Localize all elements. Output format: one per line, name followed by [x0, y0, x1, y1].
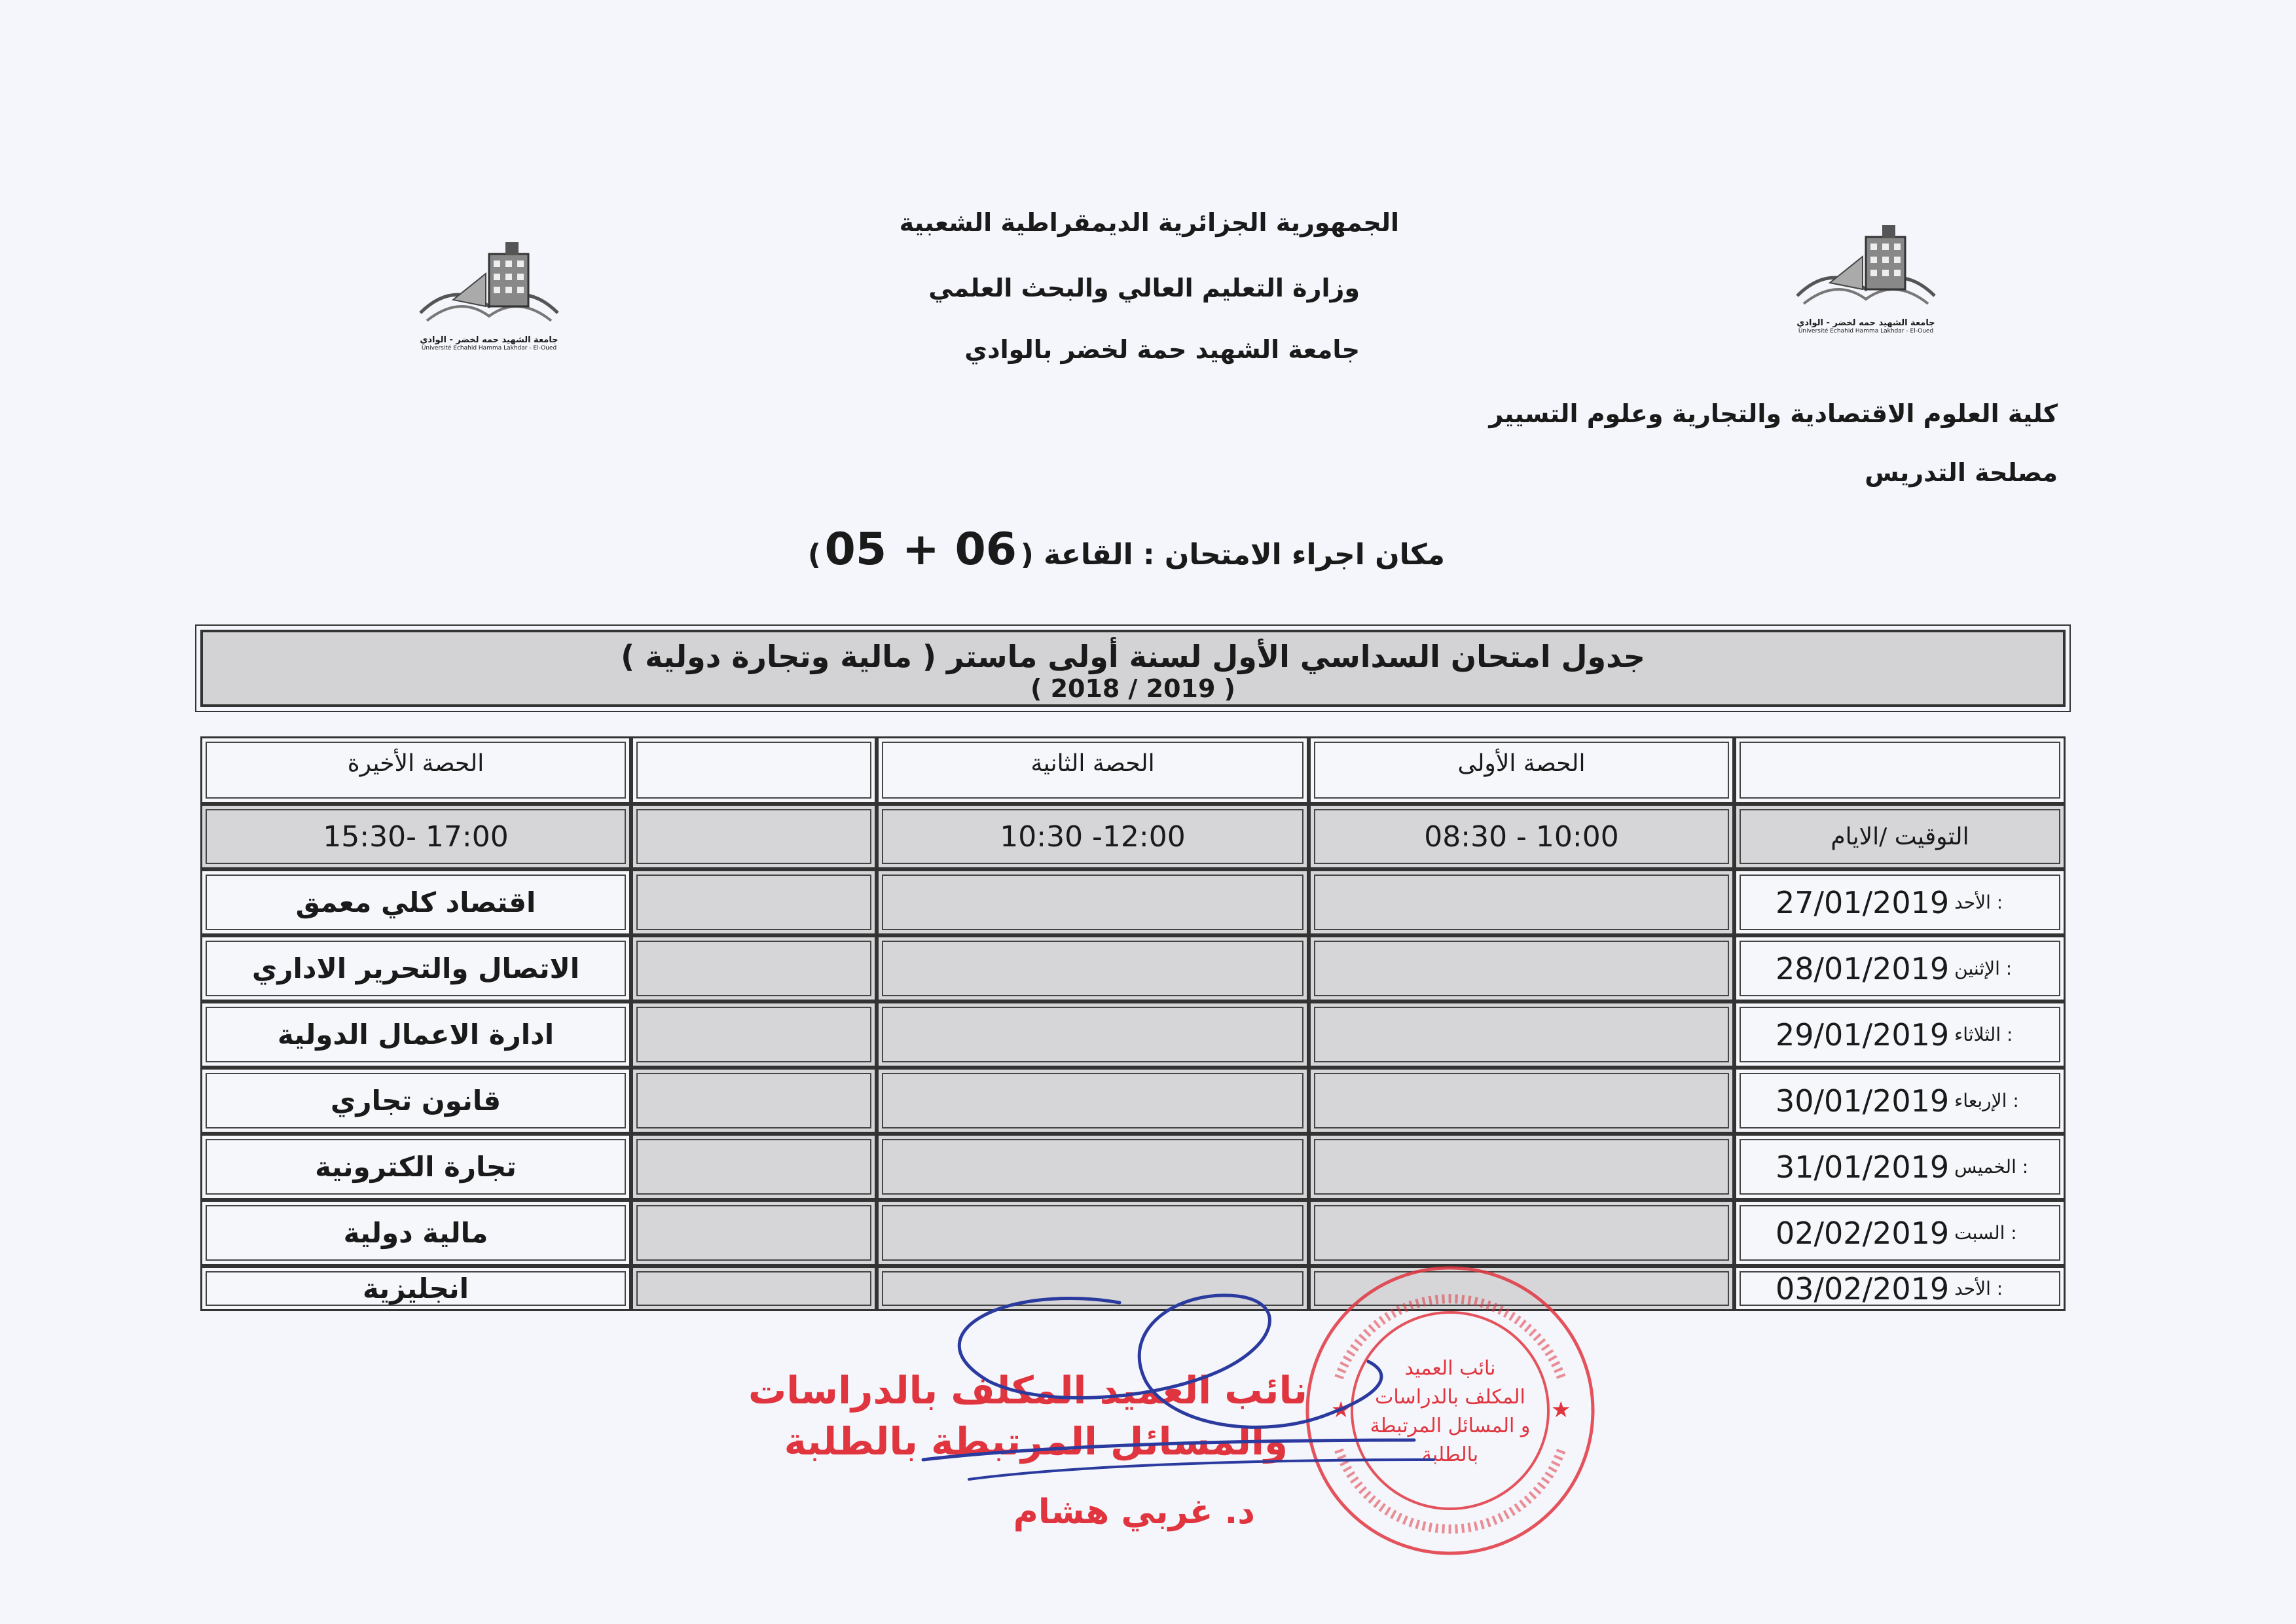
- subject-cell: قانون تجاري: [200, 1068, 631, 1134]
- university-logo-left: [414, 234, 564, 352]
- header-university: جامعة الشهيد حمة لخضر بالوادي: [964, 335, 1360, 364]
- exam-date: 31/01/2019: [1776, 1149, 1950, 1185]
- exam-date: 28/01/2019: [1776, 950, 1950, 986]
- header-cell-empty: [631, 736, 877, 804]
- time-cell-session-last: 15:30- 17:00: [200, 804, 631, 869]
- logo-caption-fr: Université Echahid Hamma Lakhdar - El-Oued: [1798, 328, 1934, 334]
- subject-cell: مالية دولية: [200, 1200, 631, 1266]
- exam-date: 30/01/2019: [1776, 1083, 1950, 1119]
- session-3-cell: [631, 1200, 877, 1266]
- day-cell: [1734, 1200, 2066, 1266]
- subject-cell: تجارة الكترونية: [200, 1134, 631, 1200]
- time-cell-empty: [631, 804, 877, 869]
- session-3-cell: [631, 1266, 877, 1311]
- handwritten-signature: [871, 1244, 1460, 1519]
- day-name: الإربعاء :: [1954, 1090, 2019, 1111]
- session-3-cell: [631, 1001, 877, 1068]
- session-3-cell: [631, 1134, 877, 1200]
- session-2-cell: [877, 935, 1309, 1001]
- time-cell-label: التوقيت /الايام: [1734, 804, 2066, 869]
- stamp-line-1: نائب العميد: [1404, 1357, 1496, 1380]
- day-name: الأحد :: [1954, 1278, 2003, 1299]
- exam-date: 03/02/2019: [1776, 1271, 1950, 1307]
- building-logo-icon: [1791, 217, 1941, 316]
- time-cell-session-1: 08:30 - 10:00: [1309, 804, 1734, 869]
- exam-venue: [808, 524, 1445, 575]
- day-name: الثلاثاء :: [1954, 1024, 2013, 1045]
- day-cell: [1734, 935, 2066, 1001]
- session-2-cell: [877, 1068, 1309, 1134]
- session-2-cell: [877, 869, 1309, 935]
- header-cell-corner: [1734, 736, 2066, 804]
- day-cell: [1734, 869, 2066, 935]
- session-3-cell: [631, 1068, 877, 1134]
- header-ministry: وزارة التعليم العالي والبحث العلمي: [928, 274, 1360, 302]
- venue-rooms: 05 + 06: [824, 524, 1017, 575]
- signature-title-1: نائب العميد المكلف بالدراسات: [748, 1368, 1307, 1413]
- building-logo-icon: [414, 234, 564, 333]
- day-cell: [1734, 1266, 2066, 1311]
- session-2-cell: [877, 1134, 1309, 1200]
- exam-schedule-table: [200, 736, 2066, 1311]
- stamp-line-3: و المسائل المرتبطة: [1370, 1415, 1531, 1437]
- signature-name: د. غربي هشام: [1013, 1492, 1255, 1532]
- session-1-cell: [1309, 1134, 1734, 1200]
- schedule-title-box: [200, 630, 2066, 707]
- stamp-line-2: المكلف بالدراسات: [1375, 1386, 1525, 1409]
- session-3-cell: [631, 869, 877, 935]
- day-name: السبت :: [1954, 1222, 2017, 1244]
- logo-caption-ar: جامعة الشهيد حمه لخضر - الوادي: [420, 335, 558, 345]
- subject-cell: اقتصاد كلي معمق: [200, 869, 631, 935]
- university-logo-right: [1791, 217, 1941, 335]
- exam-date: 02/02/2019: [1776, 1215, 1950, 1251]
- signature-title-2: والمسائل المرتبطة بالطلبة: [784, 1419, 1288, 1464]
- day-cell: [1734, 1068, 2066, 1134]
- schedule-title: جدول امتحان السداسي الأول لسنة أولى ماستر ( مالية وتجارة دولية ): [621, 639, 1645, 674]
- subject-cell: الاتصال والتحرير الاداري: [200, 935, 631, 1001]
- svg-text:★: ★: [1551, 1397, 1571, 1423]
- session-1-cell: [1309, 935, 1734, 1001]
- session-1-cell: [1309, 1068, 1734, 1134]
- subject-cell: انجليزية: [200, 1266, 631, 1311]
- day-name: الإثنين :: [1954, 958, 2013, 979]
- session-1-cell: [1309, 1001, 1734, 1068]
- stamp-line-4: بالطلبة: [1421, 1443, 1479, 1466]
- header-faculty: كلية العلوم الاقتصادية والتجارية وعلوم التسيير: [1489, 399, 2058, 428]
- session-3-cell: [631, 935, 877, 1001]
- day-cell: [1734, 1001, 2066, 1068]
- session-2-cell: [877, 1001, 1309, 1068]
- logo-caption-fr: Université Echahid Hamma Lakhdar - El-Oued: [421, 345, 557, 352]
- header-department: مصلحة التدريس: [1865, 458, 2058, 487]
- header-republic: الجمهورية الجزائرية الديمقراطية الشعبية: [899, 208, 1399, 237]
- academic-year: ( 2018 / 2019 ): [1030, 674, 1236, 703]
- venue-label: مكان اجراء الامتحان : القاعة (: [1020, 538, 1445, 571]
- svg-text:★: ★: [1331, 1397, 1351, 1423]
- logo-caption-ar: جامعة الشهيد حمه لخضر - الوادي: [1796, 318, 1935, 328]
- day-cell: [1734, 1134, 2066, 1200]
- day-name: الأحد :: [1954, 892, 2003, 913]
- day-name: الخميس :: [1954, 1156, 2029, 1178]
- exam-date: 29/01/2019: [1776, 1017, 1950, 1053]
- time-cell-session-2: 10:30 -12:00: [877, 804, 1309, 869]
- subject-cell: ادارة الاعمال الدولية: [200, 1001, 631, 1068]
- header-cell-session-2: الحصة الثانية: [877, 736, 1309, 804]
- session-1-cell: [1309, 869, 1734, 935]
- venue-close: ): [807, 538, 821, 571]
- header-cell-session-last: الحصة الأخيرة: [200, 736, 631, 804]
- header-cell-session-1: الحصة الأولى: [1309, 736, 1734, 804]
- exam-date: 27/01/2019: [1776, 884, 1950, 920]
